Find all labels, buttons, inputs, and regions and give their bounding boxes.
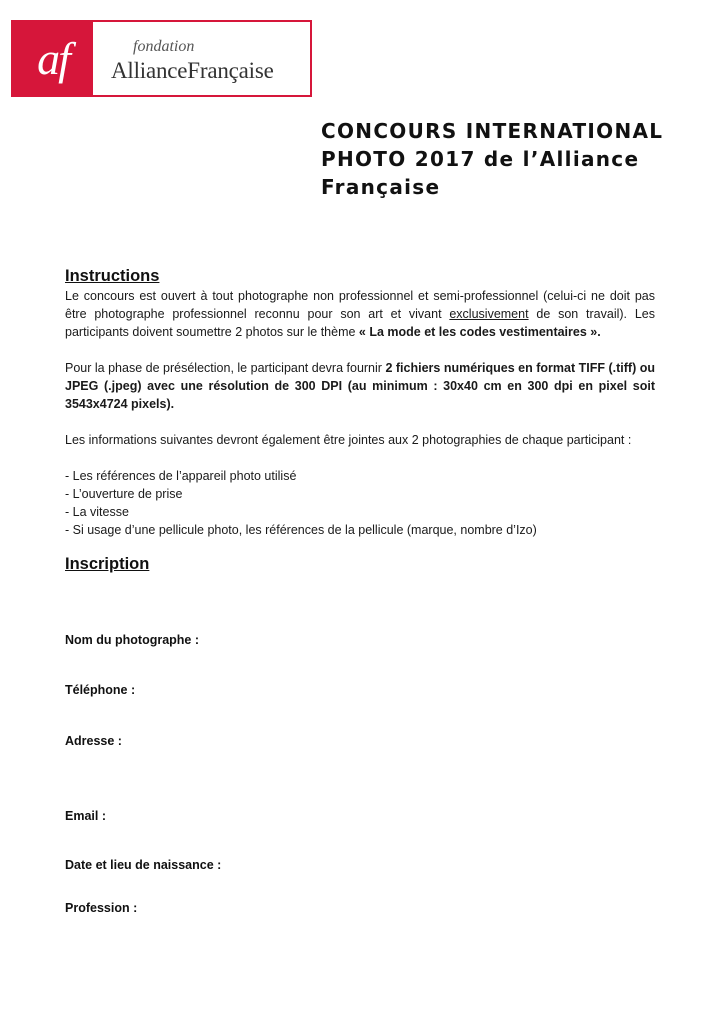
theme-bold: « La mode et les codes vestimentaires ». xyxy=(358,325,601,339)
email-field-label: Email : xyxy=(65,809,106,823)
list-item: - L’ouverture de prise xyxy=(65,485,655,503)
logo-wordmark xyxy=(93,22,310,95)
alliance-francaise-logo xyxy=(11,20,312,97)
adresse-field-label: Adresse : xyxy=(65,734,122,748)
list-item: - Les références de l’appareil photo utilisé xyxy=(65,467,655,485)
instructions-section xyxy=(65,265,655,575)
list-item: - La vitesse xyxy=(65,503,655,521)
instructions-paragraph-2: Pour la phase de présélection, le participant devra fournir 2 fichiers numériques en format TIFF (.tiff) ou JPEG (.jpeg) avec une résolution de 300 DPI (au minimum : 30x40 cm en 300 dpi en pixel soit 3543x4724 pixels). xyxy=(65,361,656,411)
inscription-heading: Inscription xyxy=(65,555,150,573)
logo-name: AllianceFrançaise xyxy=(111,58,274,83)
profession-field-label: Profession : xyxy=(65,901,138,915)
naissance-field-label: Date et lieu de naissance : xyxy=(65,858,222,872)
instructions-heading: Instructions xyxy=(65,267,160,285)
exclusivement-underlined: exclusivement xyxy=(449,307,529,321)
instructions-paragraph-1: Le concours est ouvert à tout photographe non professionnel et semi-professionnel (celui-ci ne doit pas être photographe professionnel reconnu pour son art et vivant exclusivement de son travail). Les participants doivent soumettre 2 photos sur le thème « La mode et les codes vestimentaires ». xyxy=(65,289,655,339)
page-title: CONCOURS INTERNATIONAL PHOTO 2017 de l’Alliance Française xyxy=(321,119,664,199)
list-item: - Si usage d’une pellicule photo, les références de la pellicule (marque, nombre d’Izo) xyxy=(65,521,655,539)
instructions-paragraph-3: Les informations suivantes devront également être jointes aux 2 photographies de chaque participant : xyxy=(65,433,632,447)
af-logo-mark: af xyxy=(13,22,93,95)
file-format-bold: 2 fichiers numériques en format TIFF (.tiff) ou JPEG (.jpeg) avec une résolution de 300 DPI (au minimum : 30x40 cm en 300 dpi en pixel soit 3543x4724 pixels). xyxy=(65,361,656,411)
telephone-field-label: Téléphone : xyxy=(65,683,136,697)
required-info-list xyxy=(65,467,655,539)
logo-fondation: fondation xyxy=(133,38,195,55)
nom-field-label: Nom du photographe : xyxy=(65,633,200,647)
